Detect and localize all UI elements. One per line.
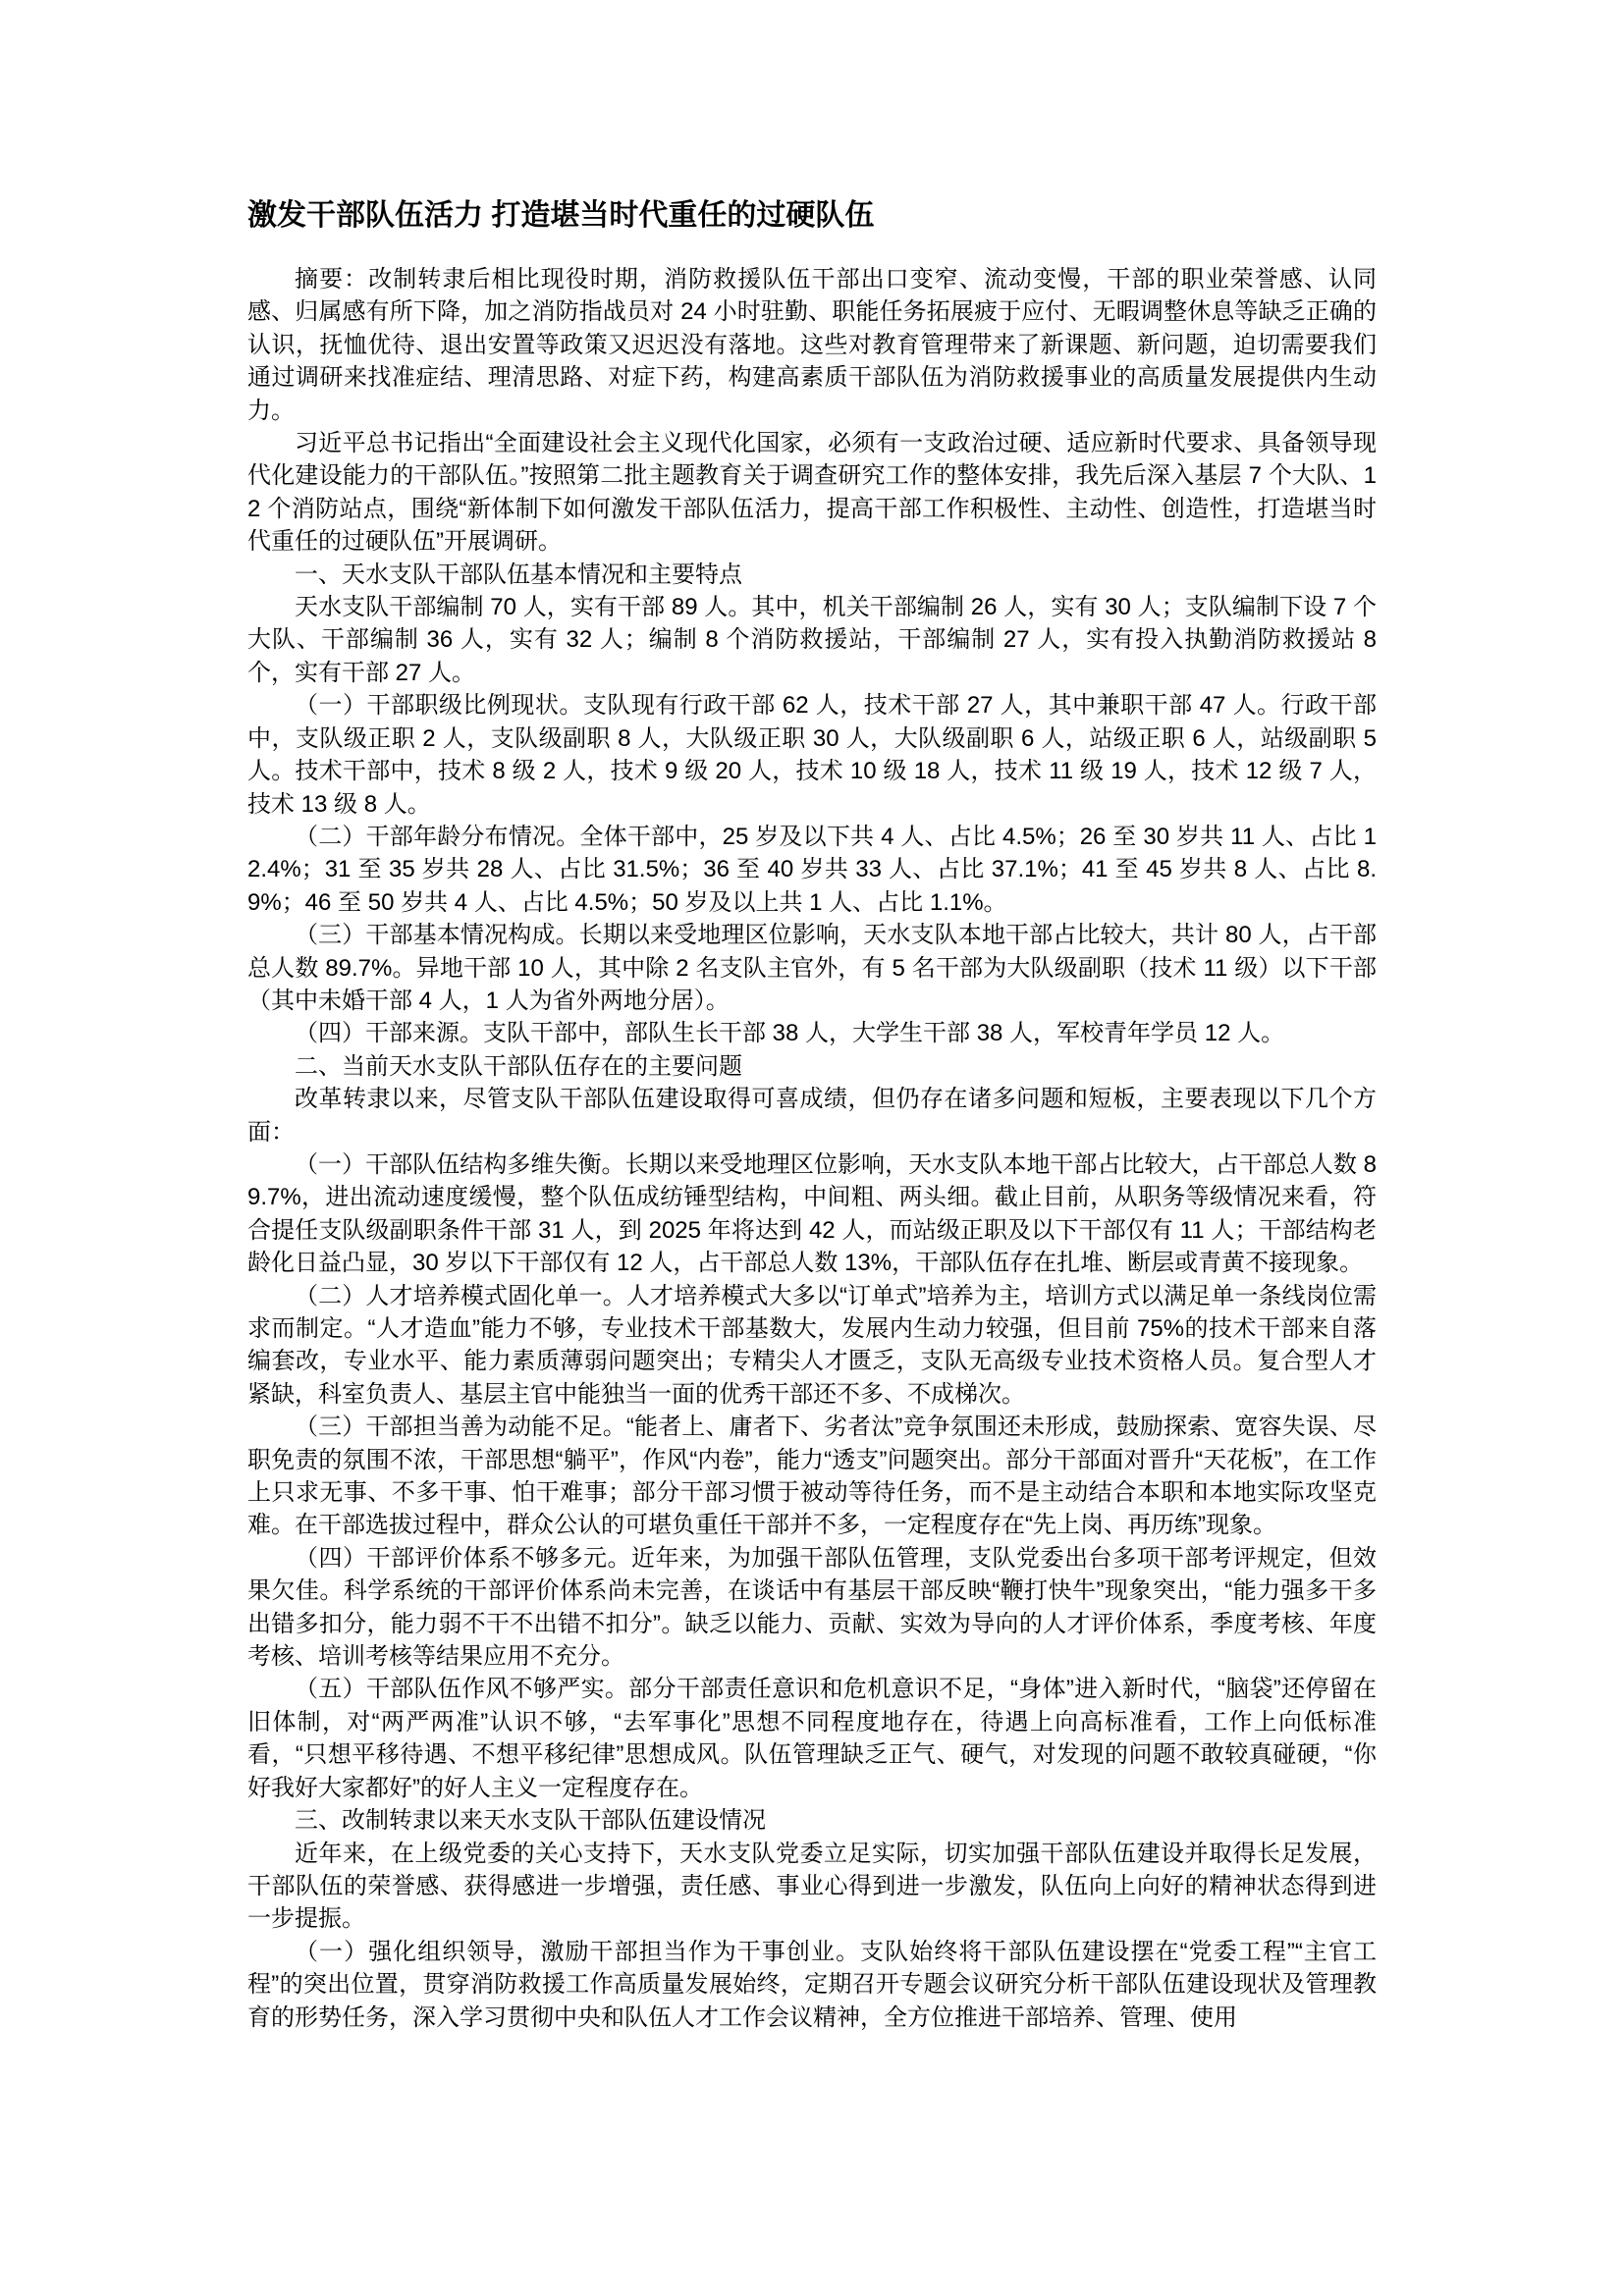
paragraph: 近年来，在上级党委的关心支持下，天水支队党委立足实际，切实加强干部队伍建设并取得长足发展，干部队伍的荣誉感、获得感进一步增强，责任感、事业心得到进一步激发，队伍向上向好的精神状态得到进一步提振。 (247, 1840, 1377, 1933)
paragraph: （二）干部年龄分布情况。全体干部中，25 岁及以下共 4 人、占比 4.5%；26 至 30 岁共 11 人、占比 12.4%；31 至 35 岁共 28 人、占比 31.5%；36 至 40 岁共 33 人、占比 37.1%；41 至 45 岁共 8 人、占比 8.9%；46 至 50 岁共 4 人、占比 4.5%；50 岁及以上共 1 人、占比 1.1%。 (247, 823, 1377, 916)
paragraph: （四）干部来源。支队干部中，部队生长干部 38 人，大学生干部 38 人，军校青年学员 12 人。 (295, 1020, 1285, 1047)
paragraph: （二）人才培养模式固化单一。人才培养模式大多以“订单式”培养为主，培训方式以满足单一条线岗位需求而制定。“人才造血”能力不够，专业技术干部基数大，发展内生动力较强，但目前 75%的技术干部来自落编套改，专业水平、能力素质薄弱问题突出；专精尖人才匮乏，支队无高级专业技术资格人员。复合型人才紧缺，科室负责人、基层主官中能独当一面的优秀干部还不多、不成梯次。 (247, 1282, 1377, 1408)
paragraph: （四）干部评价体系不够多元。近年来，为加强干部队伍管理，支队党委出台多项干部考评规定，但效果欠佳。科学系统的干部评价体系尚未完善，在谈话中有基层干部反映“鞭打快牛”现象突出，“能力强多干多出错多扣分，能力弱不干不出错不扣分”。缺乏以能力、贡献、实效为导向的人才评价体系，季度考核、年度考核、培训考核等结果应用不充分。 (247, 1544, 1377, 1671)
paragraph: （一）干部队伍结构多维失衡。长期以来受地理区位影响，天水支队本地干部占比较大，占干部总人数 89.7%，进出流动速度缓慢，整个队伍成纺锤型结构，中间粗、两头细。截止目前，从职务等级情况来看，符合提任支队级副职条件干部 31 人，到 2025 年将达到 42 人，而站级正职及以下干部仅有 11 人；干部结构老龄化日益凸显，30 岁以下干部仅有 12 人，占干部总人数 13%，干部队伍存在扎堆、断层或青黄不接现象。 (247, 1150, 1377, 1277)
paragraph: 天水支队干部编制 70 人，实有干部 89 人。其中，机关干部编制 26 人，实有 30 人；支队编制下设 7 个大队、干部编制 36 人，实有 32 人；编制 8 个消防救援站，干部编制 27 人，实有投入执勤消防救援站 8 个，实有干部 27 人。 (247, 594, 1377, 686)
paragraph: （三）干部基本情况构成。长期以来受地理区位影响，天水支队本地干部占比较大，共计 80 人，占干部总人数 89.7%。异地干部 10 人，其中除 2 名支队主官外，有 5 名干部为大队级副职（技术 11 级）以下干部（其中未婚干部 4 人，1 人为省外两地分居）。 (247, 922, 1377, 1014)
paragraph-list (247, 263, 1377, 2034)
paragraph: 改革转隶以来，尽管支队干部队伍建设取得可喜成绩，但仍存在诸多问题和短板，主要表现以下几个方面： (247, 1086, 1377, 1146)
paragraph: 习近平总书记指出“全面建设社会主义现代化国家，必须有一支政治过硬、适应新时代要求、具备领导现代化建设能力的干部队伍。”按照第二批主题教育关于调查研究工作的整体安排，我先后深入基层 7 个大队、12 个消防站点，围绕“新体制下如何激发干部队伍活力，提高干部工作积极性、主动性、创造性，打造堪当时代重任的过硬队伍”开展调研。 (247, 430, 1377, 556)
section-heading: 三、改制转隶以来天水支队干部队伍建设情况 (295, 1807, 766, 1835)
paragraph: （一）强化组织领导，激励干部担当作为干事创业。支队始终将干部队伍建设摆在“党委工程”“主官工程”的突出位置，贯穿消防救援工作高质量发展始终，定期召开专题会议研究分析干部队伍建设现状及管理教育的形势任务，深入学习贯彻中央和队伍人才工作会议精神，全方位推进干部培养、管理、使用 (247, 1938, 1377, 2031)
paragraph: （一）干部职级比例现状。支队现有行政干部 62 人，技术干部 27 人，其中兼职干部 47 人。行政干部中，支队级正职 2 人，支队级副职 8 人，大队级正职 30 人，大队级副职 6 人，站级正职 6 人，站级副职 5 人。技术干部中，技术 8 级 2 人，技术 9 级 20 人，技术 10 级 18 人，技术 11 级 19 人，技术 12 级 7 人，技术 13 级 8 人。 (247, 692, 1377, 818)
paragraph: 摘要：改制转隶后相比现役时期，消防救援队伍干部出口变窄、流动变慢，干部的职业荣誉感、认同感、归属感有所下降，加之消防指战员对 24 小时驻勤、职能任务拓展疲于应付、无暇调整休息等缺乏正确的认识，抚恤优待、退出安置等政策又迟迟没有落地。这些对教育管理带来了新课题、新问题，迫切需要我们通过调研来找准症结、理清思路、对症下药，构建高素质干部队伍为消防救援事业的高质量发展提供内生动力。 (247, 266, 1377, 424)
section-heading: 一、天水支队干部队伍基本情况和主要特点 (295, 561, 742, 588)
paragraph: （五）干部队伍作风不够严实。部分干部责任意识和危机意识不足，“身体”进入新时代，“脑袋”还停留在旧体制，对“两严两准”认识不够，“去军事化”思想不同程度地存在，待遇上向高标准看，工作上向低标准看，“只想平移待遇、不想平移纪律”思想成风。队伍管理缺乏正气、硬气，对发现的问题不敢较真碰硬，“你好我好大家都好”的好人主义一定程度存在。 (247, 1676, 1377, 1801)
paragraph: （三）干部担当善为动能不足。“能者上、庸者下、劣者汰”竞争氛围还未形成，鼓励探索、宽容失误、尽职免责的氛围不浓，干部思想“躺平”，作风“内卷”，能力“透支”问题突出。部分干部面对晋升“天花板”，在工作上只求无事、不多干事、怕干难事；部分干部习惯于被动等待任务，而不是主动结合本职和本地实际攻坚克难。在干部选拔过程中，群众公认的可堪负重任干部并不多，一定程度存在“先上岗、再历练”现象。 (247, 1414, 1377, 1539)
document-content (247, 198, 1377, 2034)
section-heading: 二、当前天水支队干部队伍存在的主要问题 (295, 1052, 742, 1080)
page-title: 激发干部队伍活力 打造堪当时代重任的过硬队伍 (247, 199, 875, 232)
